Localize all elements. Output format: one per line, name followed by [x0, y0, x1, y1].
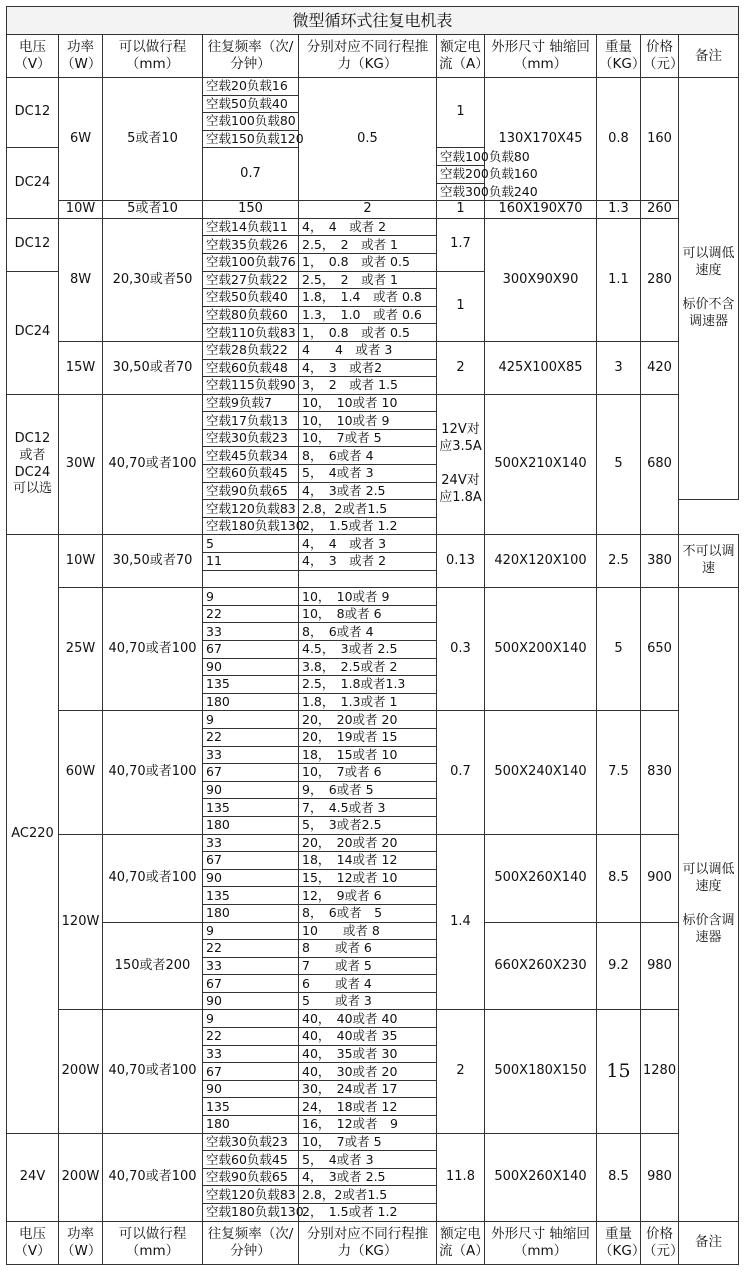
thrust-cell: 1.8， 1.3或者 1	[299, 693, 437, 711]
current-cell: 0.7	[203, 148, 299, 201]
table-row	[7, 394, 739, 412]
frequency-cell: 33	[203, 957, 299, 975]
motor-spec-sheet	[6, 6, 744, 1265]
header-voltage: 电压（V）	[7, 35, 59, 78]
thrust-cell: 4， 4 或者 3	[299, 535, 437, 553]
current-cell: 11.8	[437, 1133, 485, 1221]
footer-current: 额定电流（A）	[437, 1221, 485, 1264]
thrust-cell: 4， 3或者 2.5	[299, 1168, 437, 1186]
header-weight: 重量（KG）	[597, 35, 641, 78]
thrust-cell: 30， 24或者 17	[299, 1080, 437, 1098]
price-cell: 900	[641, 834, 679, 922]
thrust-cell	[299, 570, 437, 588]
thrust-cell: 18， 15或者 10	[299, 746, 437, 764]
thrust-cell: 8， 6或者 5	[299, 904, 437, 922]
frequency-cell: 空载115负载90	[203, 377, 299, 395]
frequency-cell: 33	[203, 746, 299, 764]
thrust-cell: 10， 10或者 9	[299, 588, 437, 606]
table-row	[7, 711, 739, 729]
thrust-cell: 12， 9或者 6	[299, 887, 437, 905]
frequency-cell: 135	[203, 887, 299, 905]
thrust-cell: 8 或者 6	[299, 940, 437, 958]
thrust-cell: 5， 3或者2.5	[299, 816, 437, 834]
thrust-cell: 20， 20或者 20	[299, 711, 437, 729]
frequency-cell: 空载90负载65	[203, 482, 299, 500]
thrust-cell: 10， 10或者 10	[299, 394, 437, 412]
size-cell: 130X170X45	[485, 78, 597, 201]
current-cell: 2	[437, 1010, 485, 1133]
weight-cell: 3	[597, 341, 641, 394]
thrust-cell: 1， 0.8 或者 0.5	[299, 324, 437, 342]
voltage-cell: DC24	[7, 271, 59, 394]
thrust-cell: 2.5， 1.8或者1.3	[299, 676, 437, 694]
frequency-cell: 空载300负载240	[437, 183, 485, 201]
frequency-cell: 空载80负载60	[203, 306, 299, 324]
frequency-cell: 空载100负载76	[203, 253, 299, 271]
footer-power: 功率（W）	[59, 1221, 103, 1264]
thrust-cell: 2	[299, 201, 437, 219]
frequency-cell: 33	[203, 834, 299, 852]
footer-price: 价格（元）	[641, 1221, 679, 1264]
power-cell: 6W	[59, 78, 103, 201]
stroke-cell: 30,50或者70	[103, 341, 203, 394]
frequency-cell: 空载90负载65	[203, 1168, 299, 1186]
frequency-cell: 空载17负载13	[203, 412, 299, 430]
table-row	[7, 1133, 739, 1151]
thrust-cell: 3.8， 2.5或者 2	[299, 658, 437, 676]
frequency-cell: 22	[203, 728, 299, 746]
power-cell: 10W	[59, 201, 103, 219]
size-cell: 500X260X140	[485, 834, 597, 922]
thrust-cell: 16， 12或者 9	[299, 1116, 437, 1134]
frequency-cell: 180	[203, 904, 299, 922]
thrust-cell: 10， 7或者 5	[299, 429, 437, 447]
thrust-cell: 40， 40或者 40	[299, 1010, 437, 1028]
frequency-cell: 135	[203, 676, 299, 694]
frequency-cell: 90	[203, 1080, 299, 1098]
frequency-cell: 空载50负载40	[203, 289, 299, 307]
header-current: 额定电流（A）	[437, 35, 485, 78]
thrust-cell: 3， 2 或者 1.5	[299, 377, 437, 395]
power-cell: 60W	[59, 711, 103, 834]
voltage-cell: DC12	[7, 78, 59, 148]
frequency-cell: 空载30负载23	[203, 1133, 299, 1151]
footer-weight: 重量（KG）	[597, 1221, 641, 1264]
thrust-cell: 2.8，2或者1.5	[299, 500, 437, 518]
frequency-cell: 90	[203, 992, 299, 1010]
thrust-cell: 2.8，2或者1.5	[299, 1186, 437, 1204]
size-cell: 420X120X100	[485, 535, 597, 588]
thrust-cell: 8， 6或者 4	[299, 623, 437, 641]
price-cell: 260	[641, 201, 679, 219]
frequency-cell: 5	[203, 535, 299, 553]
table-title: 微型循环式往复电机表	[7, 7, 739, 35]
weight-cell: 8.5	[597, 1133, 641, 1221]
header-remarks: 备注	[679, 35, 739, 78]
frequency-cell: 33	[203, 1045, 299, 1063]
thrust-cell: 4， 3 或者 2	[299, 553, 437, 571]
stroke-cell: 40,70或者100	[103, 1010, 203, 1133]
thrust-cell: 1.8， 1.4 或者 0.8	[299, 289, 437, 307]
table-row	[7, 341, 739, 359]
thrust-cell: 40， 35或者 30	[299, 1045, 437, 1063]
current-cell: 2	[437, 341, 485, 394]
thrust-cell: 40， 30或者 20	[299, 1063, 437, 1081]
header-thrust: 分别对应不同行程推力（KG）	[299, 35, 437, 78]
frequency-cell: 135	[203, 1098, 299, 1116]
frequency-cell: 180	[203, 1116, 299, 1134]
table-row	[7, 922, 739, 940]
power-cell: 15W	[59, 341, 103, 394]
thrust-cell: 1.3， 1.0 或者 0.6	[299, 306, 437, 324]
size-cell: 500X210X140	[485, 394, 597, 535]
frequency-cell: 空载27负载22	[203, 271, 299, 289]
power-cell: 8W	[59, 218, 103, 341]
frequency-cell: 空载120负载83	[203, 500, 299, 518]
voltage-cell: AC220	[7, 535, 59, 1133]
weight-cell: 0.8	[597, 78, 641, 201]
size-cell: 300X90X90	[485, 218, 597, 341]
frequency-cell: 空载150负载120	[203, 130, 299, 148]
table-row	[7, 78, 739, 96]
power-cell: 30W	[59, 394, 103, 535]
power-cell: 200W	[59, 1133, 103, 1221]
footer-stroke: 可以做行程（mm）	[103, 1221, 203, 1264]
stroke-cell: 20,30或者50	[103, 218, 203, 341]
frequency-cell: 22	[203, 605, 299, 623]
price-cell: 980	[641, 922, 679, 1010]
thrust-cell: 9， 6或者 5	[299, 781, 437, 799]
weight-cell: 9.2	[597, 922, 641, 1010]
header-frequency: 往复频率（次/分钟）	[203, 35, 299, 78]
thrust-cell: 2.5， 2 或者 1	[299, 236, 437, 254]
header-stroke: 可以做行程（mm）	[103, 35, 203, 78]
header-size: 外形尺寸 轴缩回（mm）	[485, 35, 597, 78]
stroke-cell: 30,50或者70	[103, 535, 203, 588]
table-row	[7, 588, 739, 606]
thrust-cell: 5 或者 3	[299, 992, 437, 1010]
frequency-cell: 67	[203, 764, 299, 782]
current-cell: 0.7	[437, 711, 485, 834]
header-price: 价格（元）	[641, 35, 679, 78]
frequency-cell: 空载14负载11	[203, 218, 299, 236]
table-row	[7, 201, 739, 219]
header-row-top	[7, 35, 739, 78]
frequency-cell: 9	[203, 588, 299, 606]
current-cell: 0.3	[437, 588, 485, 711]
frequency-cell: 空载60负载48	[203, 359, 299, 377]
frequency-cell: 67	[203, 1063, 299, 1081]
weight-cell: 15	[597, 1010, 641, 1133]
frequency-cell: 空载100负载80	[437, 148, 485, 166]
frequency-cell: 67	[203, 852, 299, 870]
current-cell: 1	[437, 78, 485, 148]
frequency-cell: 空载180负载130	[203, 517, 299, 535]
thrust-cell: 4.5， 3或者 2.5	[299, 641, 437, 659]
stroke-cell: 40,70或者100	[103, 834, 203, 922]
frequency-cell: 9	[203, 711, 299, 729]
thrust-cell: 2， 1.5或者 1.2	[299, 517, 437, 535]
current-cell: 1	[437, 201, 485, 219]
footer-frequency: 往复频率（次/分钟）	[203, 1221, 299, 1264]
price-cell: 160	[641, 78, 679, 201]
weight-cell: 1.1	[597, 218, 641, 341]
price-cell: 830	[641, 711, 679, 834]
thrust-cell: 4， 3或者 2.5	[299, 482, 437, 500]
thrust-cell: 15， 12或者 10	[299, 869, 437, 887]
weight-cell: 7.5	[597, 711, 641, 834]
footer-size: 外形尺寸 轴缩回（mm）	[485, 1221, 597, 1264]
table-row	[7, 218, 739, 236]
thrust-cell: 0.5	[299, 78, 437, 201]
voltage-cell: DC24	[7, 148, 59, 218]
remarks-cell: 可以调低速度 标价含调速器	[679, 588, 739, 1221]
price-cell: 980	[641, 1133, 679, 1221]
thrust-cell: 10， 8或者 6	[299, 605, 437, 623]
header-row-bottom	[7, 1221, 739, 1264]
price-cell: 280	[641, 218, 679, 341]
footer-remarks: 备注	[679, 1221, 739, 1264]
thrust-cell: 2， 1.5或者 1.2	[299, 1204, 437, 1222]
table-row	[7, 1010, 739, 1028]
thrust-cell: 2.5， 2 或者 1	[299, 271, 437, 289]
weight-cell: 5	[597, 588, 641, 711]
power-cell: 120W	[59, 834, 103, 1010]
thrust-cell: 10， 10或者 9	[299, 412, 437, 430]
size-cell: 500X200X140	[485, 588, 597, 711]
stroke-cell: 40,70或者100	[103, 588, 203, 711]
frequency-cell: 空载120负载83	[203, 1186, 299, 1204]
weight-cell: 1.3	[597, 201, 641, 219]
size-cell: 160X190X70	[485, 201, 597, 219]
frequency-cell: 180	[203, 816, 299, 834]
weight-cell: 5	[597, 394, 641, 535]
current-cell: 1	[437, 271, 485, 341]
frequency-cell: 135	[203, 799, 299, 817]
frequency-cell	[203, 570, 299, 588]
price-cell: 680	[641, 394, 679, 535]
stroke-cell: 40,70或者100	[103, 394, 203, 535]
thrust-cell: 4 4 或者 3	[299, 341, 437, 359]
thrust-cell: 1， 0.8 或者 0.5	[299, 253, 437, 271]
frequency-cell: 空载30负载23	[203, 429, 299, 447]
frequency-cell: 22	[203, 1028, 299, 1046]
table-row	[7, 535, 739, 553]
thrust-cell: 4， 3 或者2	[299, 359, 437, 377]
frequency-cell: 空载100负载80	[203, 113, 299, 131]
frequency-cell: 空载45负载34	[203, 447, 299, 465]
footer-voltage: 电压（V）	[7, 1221, 59, 1264]
voltage-cell: DC12	[7, 218, 59, 271]
thrust-cell: 7 或者 5	[299, 957, 437, 975]
thrust-cell: 10， 7或者 5	[299, 1133, 437, 1151]
frequency-cell: 67	[203, 641, 299, 659]
price-cell: 1280	[641, 1010, 679, 1133]
thrust-cell: 5， 4或者 3	[299, 1151, 437, 1169]
footer-thrust: 分别对应不同行程推力（KG）	[299, 1221, 437, 1264]
thrust-cell: 20， 20或者 20	[299, 834, 437, 852]
frequency-cell: 90	[203, 781, 299, 799]
thrust-cell: 24， 18或者 12	[299, 1098, 437, 1116]
frequency-cell: 9	[203, 1010, 299, 1028]
size-cell: 500X240X140	[485, 711, 597, 834]
frequency-cell: 9	[203, 922, 299, 940]
thrust-cell: 4， 4 或者 2	[299, 218, 437, 236]
stroke-cell: 40,70或者100	[103, 1133, 203, 1221]
weight-cell: 2.5	[597, 535, 641, 588]
price-cell: 420	[641, 341, 679, 394]
frequency-cell: 180	[203, 693, 299, 711]
power-cell: 10W	[59, 535, 103, 588]
frequency-cell: 空载60负载45	[203, 465, 299, 483]
frequency-cell: 空载28负载22	[203, 341, 299, 359]
remarks-cell: 不可以调速	[679, 535, 739, 588]
frequency-cell: 90	[203, 869, 299, 887]
stroke-cell: 150或者200	[103, 922, 203, 1010]
voltage-cell: 24V	[7, 1133, 59, 1221]
thrust-cell: 6 或者 4	[299, 975, 437, 993]
size-cell: 425X100X85	[485, 341, 597, 394]
price-cell: 380	[641, 535, 679, 588]
frequency-cell: 空载50负载40	[203, 95, 299, 113]
header-power: 功率（W）	[59, 35, 103, 78]
frequency-cell: 67	[203, 975, 299, 993]
thrust-cell: 7， 4.5或者 3	[299, 799, 437, 817]
stroke-cell: 5或者10	[103, 201, 203, 219]
stroke-cell: 5或者10	[103, 78, 203, 201]
voltage-cell: DC12 或者 DC24 可以选	[7, 394, 59, 535]
frequency-cell: 33	[203, 623, 299, 641]
thrust-cell: 8， 6或者 4	[299, 447, 437, 465]
motor-spec-table	[6, 6, 739, 1265]
frequency-cell: 150	[203, 201, 299, 219]
price-cell: 650	[641, 588, 679, 711]
frequency-cell: 空载9负载7	[203, 394, 299, 412]
frequency-cell: 空载35负载26	[203, 236, 299, 254]
weight-cell: 8.5	[597, 834, 641, 922]
frequency-cell: 空载200负载160	[437, 165, 485, 183]
frequency-cell: 22	[203, 940, 299, 958]
frequency-cell: 空载60负载45	[203, 1151, 299, 1169]
remarks-cell: 可以调低速度 标价不含调速器	[679, 78, 739, 500]
current-cell: 1.4	[437, 834, 485, 1010]
frequency-cell: 空载110负载83	[203, 324, 299, 342]
table-row	[7, 834, 739, 852]
size-cell: 500X260X140	[485, 1133, 597, 1221]
thrust-cell: 40， 40或者 35	[299, 1028, 437, 1046]
current-cell: 0.13	[437, 535, 485, 588]
thrust-cell: 10， 7或者 6	[299, 764, 437, 782]
thrust-cell: 20， 19或者 15	[299, 728, 437, 746]
stroke-cell: 40,70或者100	[103, 711, 203, 834]
frequency-cell: 空载20负载16	[203, 78, 299, 96]
power-cell: 200W	[59, 1010, 103, 1133]
current-cell: 1.7	[437, 218, 485, 271]
power-cell: 25W	[59, 588, 103, 711]
thrust-cell: 5， 4或者 3	[299, 465, 437, 483]
thrust-cell: 18， 14或者 12	[299, 852, 437, 870]
frequency-cell: 空载180负载130	[203, 1204, 299, 1222]
size-cell: 660X260X230	[485, 922, 597, 1010]
frequency-cell: 11	[203, 553, 299, 571]
current-cell: 12V对 应3.5A 24V对 应1.8A	[437, 394, 485, 535]
thrust-cell: 10 或者 8	[299, 922, 437, 940]
frequency-cell: 90	[203, 658, 299, 676]
size-cell: 500X180X150	[485, 1010, 597, 1133]
